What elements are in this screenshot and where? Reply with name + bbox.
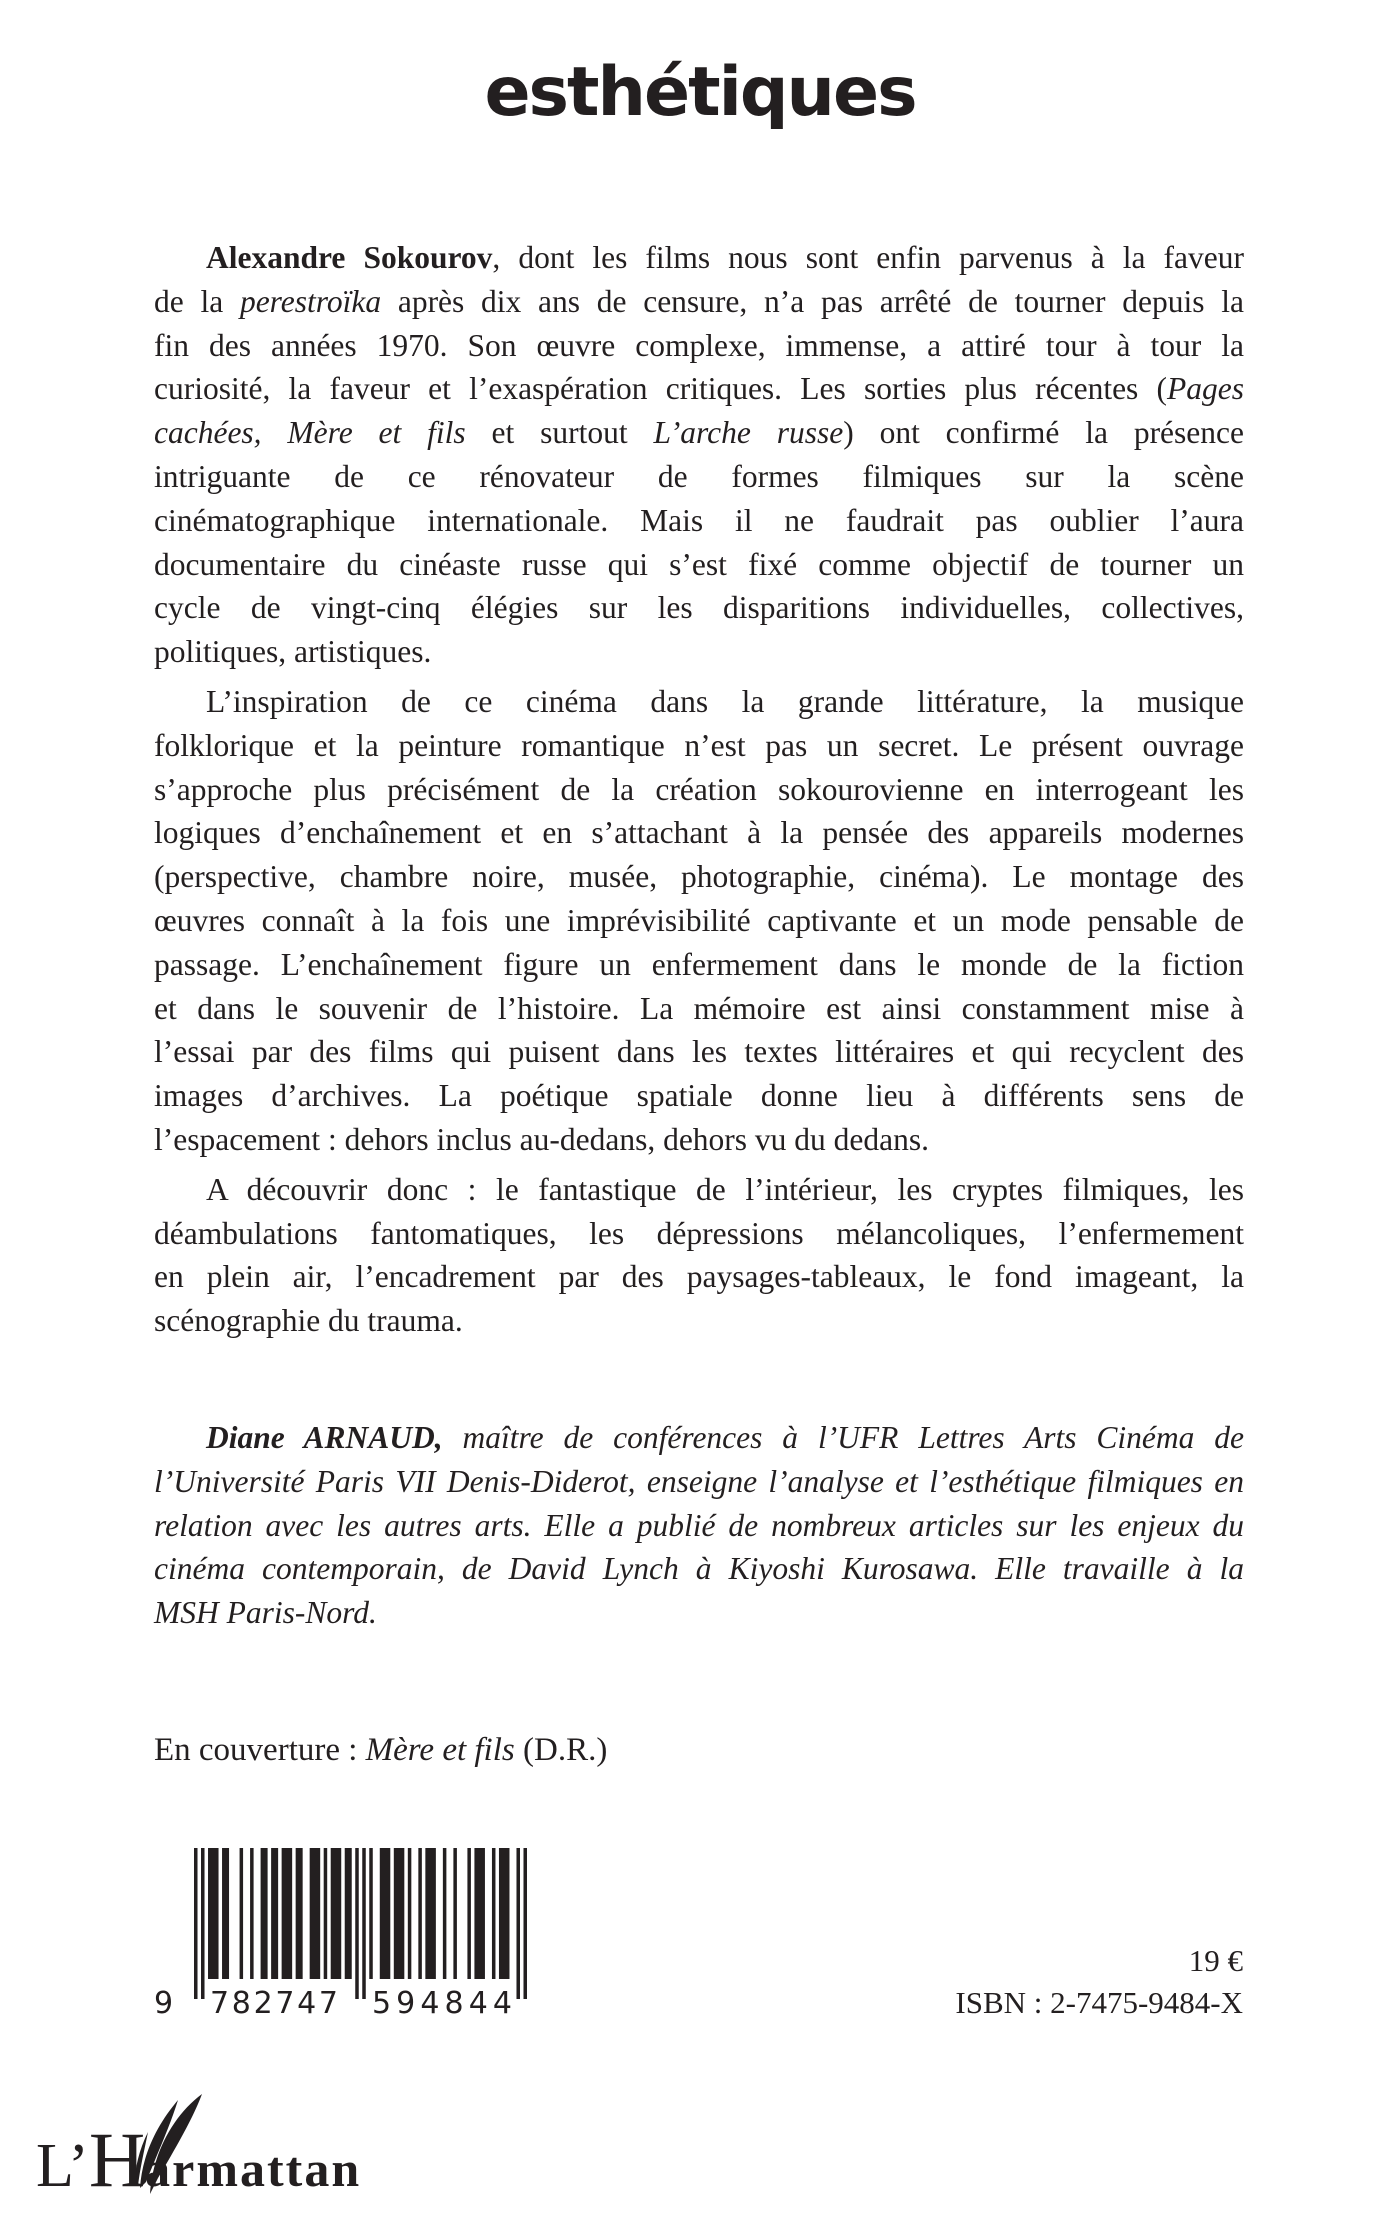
cover-credit-label: En couverture :	[154, 1732, 366, 1768]
barcode-bar	[443, 1848, 447, 1979]
text-segment: œuvres connaît à la fois une imprévisibilité captivante et un mode pensable de	[154, 902, 1244, 938]
text-segment: documentaire du cinéaste russe qui s’est fixé comme objectif de tourner un	[154, 546, 1244, 582]
text-segment: cinématographique internationale. Mais il ne faudrait pas oublier l’aura	[154, 502, 1244, 538]
text-segment: l’Université Paris VII Denis-Diderot, enseigne l’analyse et l’esthétique filmiques en	[154, 1463, 1244, 1499]
cover-credit-suffix: (D.R.)	[514, 1732, 608, 1768]
text-line	[154, 280, 1244, 324]
barcode-bar	[324, 1848, 328, 1979]
text-segment: et dans le souvenir de l’histoire. La mémoire est ainsi constamment mise à	[154, 990, 1244, 1026]
barcode-guard-bar	[523, 1848, 527, 1999]
text-line	[154, 1460, 1244, 1504]
text-line	[154, 943, 1244, 987]
text-segment: relation avec les autres arts. Elle a publié de nombreux articles sur les enjeux du	[154, 1507, 1244, 1543]
text-line	[154, 543, 1244, 587]
text-segment: curiosité, la faveur et l’exaspération critiques. Les sorties plus récentes (	[154, 371, 1168, 407]
text-line	[154, 1212, 1244, 1256]
text-line	[154, 1504, 1244, 1548]
text-segment: MSH Paris-Nord.	[154, 1595, 377, 1631]
text-segment: (perspective, chambre noire, musée, photographie, cinéma). Le montage des	[154, 859, 1244, 895]
barcode-first-digit: 9	[154, 1986, 174, 2021]
barcode-bar	[425, 1848, 436, 1979]
text-line	[154, 811, 1244, 855]
text-segment: l’espacement : dehors inclus au-dedans, dehors vu du dedans.	[154, 1121, 930, 1157]
publisher-cap: H	[88, 2116, 146, 2203]
text-segment: et surtout	[465, 415, 654, 451]
text-line	[154, 724, 1244, 768]
barcode-bar	[345, 1848, 352, 1979]
text-segment: l’essai par des films qui puisent dans les textes littéraires et qui recyclent des	[154, 1034, 1244, 1070]
blurb-paragraph	[154, 236, 1244, 674]
isbn-barcode	[150, 1840, 550, 2030]
italic-title: cachées, Mère et fils	[154, 415, 466, 451]
text-segment: , dont les films nous sont enfin parvenus à la faveur	[492, 240, 1244, 275]
italic-title: L’arche russe	[653, 415, 844, 451]
barcode-guard-bar	[516, 1848, 520, 1999]
blurb-paragraph	[154, 1168, 1244, 1343]
text-line	[154, 987, 1244, 1031]
barcode-left-digits: 782747	[210, 1986, 338, 2021]
italic-title: perestroïka	[239, 283, 382, 319]
barcode-bar	[499, 1848, 510, 1979]
publisher-name	[36, 2116, 362, 2203]
barcode-bar	[250, 1848, 254, 1979]
cover-credit	[154, 1730, 607, 1770]
text-segment: cinéma contemporain, de David Lynch à Kiyoshi Kurosawa. Elle travaille à la	[154, 1551, 1244, 1587]
blurb-paragraph	[154, 680, 1244, 1162]
text-line	[154, 1030, 1244, 1074]
italic-title: Pages	[1167, 371, 1244, 407]
price: 19 €	[1188, 1943, 1243, 1978]
text-line	[154, 367, 1244, 411]
text-segment: de la	[154, 283, 240, 319]
barcode-bar	[408, 1848, 412, 1979]
text-segment: intriguante de ce rénovateur de formes filmiques sur la scène	[154, 458, 1244, 494]
text-segment: images d’archives. La poétique spatiale donne lieu à différents sens de	[154, 1078, 1244, 1114]
text-segment: ) ont confirmé la présence	[843, 415, 1244, 451]
barcode-bar	[380, 1848, 391, 1979]
text-line	[154, 1591, 1244, 1635]
text-line	[154, 586, 1244, 630]
text-segment: après dix ans de censure, n’a pas arrêté de tourner depuis la	[381, 283, 1245, 319]
barcode-guard-bar	[355, 1848, 359, 1999]
text-line	[154, 899, 1244, 943]
barcode-bar	[261, 1848, 268, 1979]
text-line	[154, 455, 1244, 499]
text-segment: L’inspiration de ce cinéma dans la grande littérature, la musique	[206, 683, 1244, 719]
barcode-bar	[271, 1848, 278, 1979]
text-segment: en plein air, l’encadrement par des paysages-tableaux, le fond imageant, la	[154, 1259, 1244, 1295]
text-segment: scénographie du trauma.	[154, 1303, 463, 1339]
text-segment: A découvrir donc : le fantastique de l’intérieur, les cryptes filmiques, les	[206, 1171, 1244, 1207]
text-line	[154, 680, 1244, 724]
text-line	[154, 630, 1244, 674]
text-line	[154, 1416, 1244, 1460]
barcode-bar	[474, 1848, 485, 1979]
blurb-text	[154, 236, 1244, 1343]
emphasized-name: Alexandre Sokourov	[206, 240, 493, 275]
barcode-guard-bar	[194, 1848, 198, 1999]
text-segment: déambulations fantomatiques, les dépressions mélancoliques, l’enfermement	[154, 1215, 1244, 1251]
publisher-prefix: L’	[36, 2132, 89, 2200]
text-segment: s’approche plus précisément de la création sokourovienne en interrogeant les	[154, 771, 1244, 807]
text-segment: maître de conférences à l’UFR Lettres Arts Cinéma de	[442, 1420, 1245, 1455]
text-line	[154, 1168, 1244, 1212]
isbn: ISBN : 2-7475-9484-X	[955, 1985, 1243, 2020]
barcode-bar	[394, 1848, 405, 1979]
text-line	[154, 768, 1244, 812]
text-line	[154, 1547, 1244, 1591]
cover-credit-title: Mère et fils	[365, 1732, 515, 1768]
text-line	[154, 324, 1244, 368]
barcode-bar	[310, 1848, 321, 1979]
text-line	[154, 1299, 1244, 1343]
text-line	[154, 411, 1244, 455]
barcode-bar	[453, 1848, 457, 1979]
text-segment: cycle de vingt-cinq élégies sur les disparitions individuelles, collectives,	[154, 590, 1244, 626]
text-segment: passage. L’enchaînement figure un enfermement dans le monde de la fiction	[154, 946, 1244, 982]
barcode-bar	[282, 1848, 293, 1979]
emphasized-name: Diane ARNAUD,	[206, 1420, 443, 1455]
barcode-bar	[369, 1848, 373, 1979]
barcode-guard-bar	[362, 1848, 366, 1999]
barcode-bar	[418, 1848, 422, 1979]
text-segment: fin des années 1970. Son œuvre complexe, immense, a attiré tour à tour la	[154, 327, 1244, 363]
page-title: esthétiques	[484, 53, 916, 132]
text-segment: logiques d’enchaînement et en s’attachant à la pensée des appareils modernes	[154, 815, 1244, 851]
barcode-bar	[240, 1848, 244, 1979]
text-line	[154, 855, 1244, 899]
author-bio	[154, 1416, 1244, 1635]
barcode-bar	[492, 1848, 496, 1979]
barcode-bar	[222, 1848, 229, 1979]
text-line	[154, 1074, 1244, 1118]
text-segment: politiques, artistiques.	[154, 634, 432, 670]
barcode-bar	[331, 1848, 342, 1979]
barcode-guard-bar	[201, 1848, 205, 1999]
barcode-bar	[208, 1848, 219, 1979]
publisher-rest: armattan	[145, 2141, 362, 2197]
barcode-bars	[194, 1848, 527, 1999]
text-line	[154, 1118, 1244, 1162]
publisher-logo	[36, 2086, 362, 2206]
text-segment: folklorique et la peinture romantique n’est pas un secret. Le présent ouvrage	[154, 727, 1244, 763]
barcode-right-digits: 594844	[372, 1986, 512, 2021]
barcode-bar	[467, 1848, 471, 1979]
text-line	[154, 1255, 1244, 1299]
text-line	[154, 236, 1244, 280]
text-line	[154, 499, 1244, 543]
barcode-bar	[296, 1848, 303, 1979]
